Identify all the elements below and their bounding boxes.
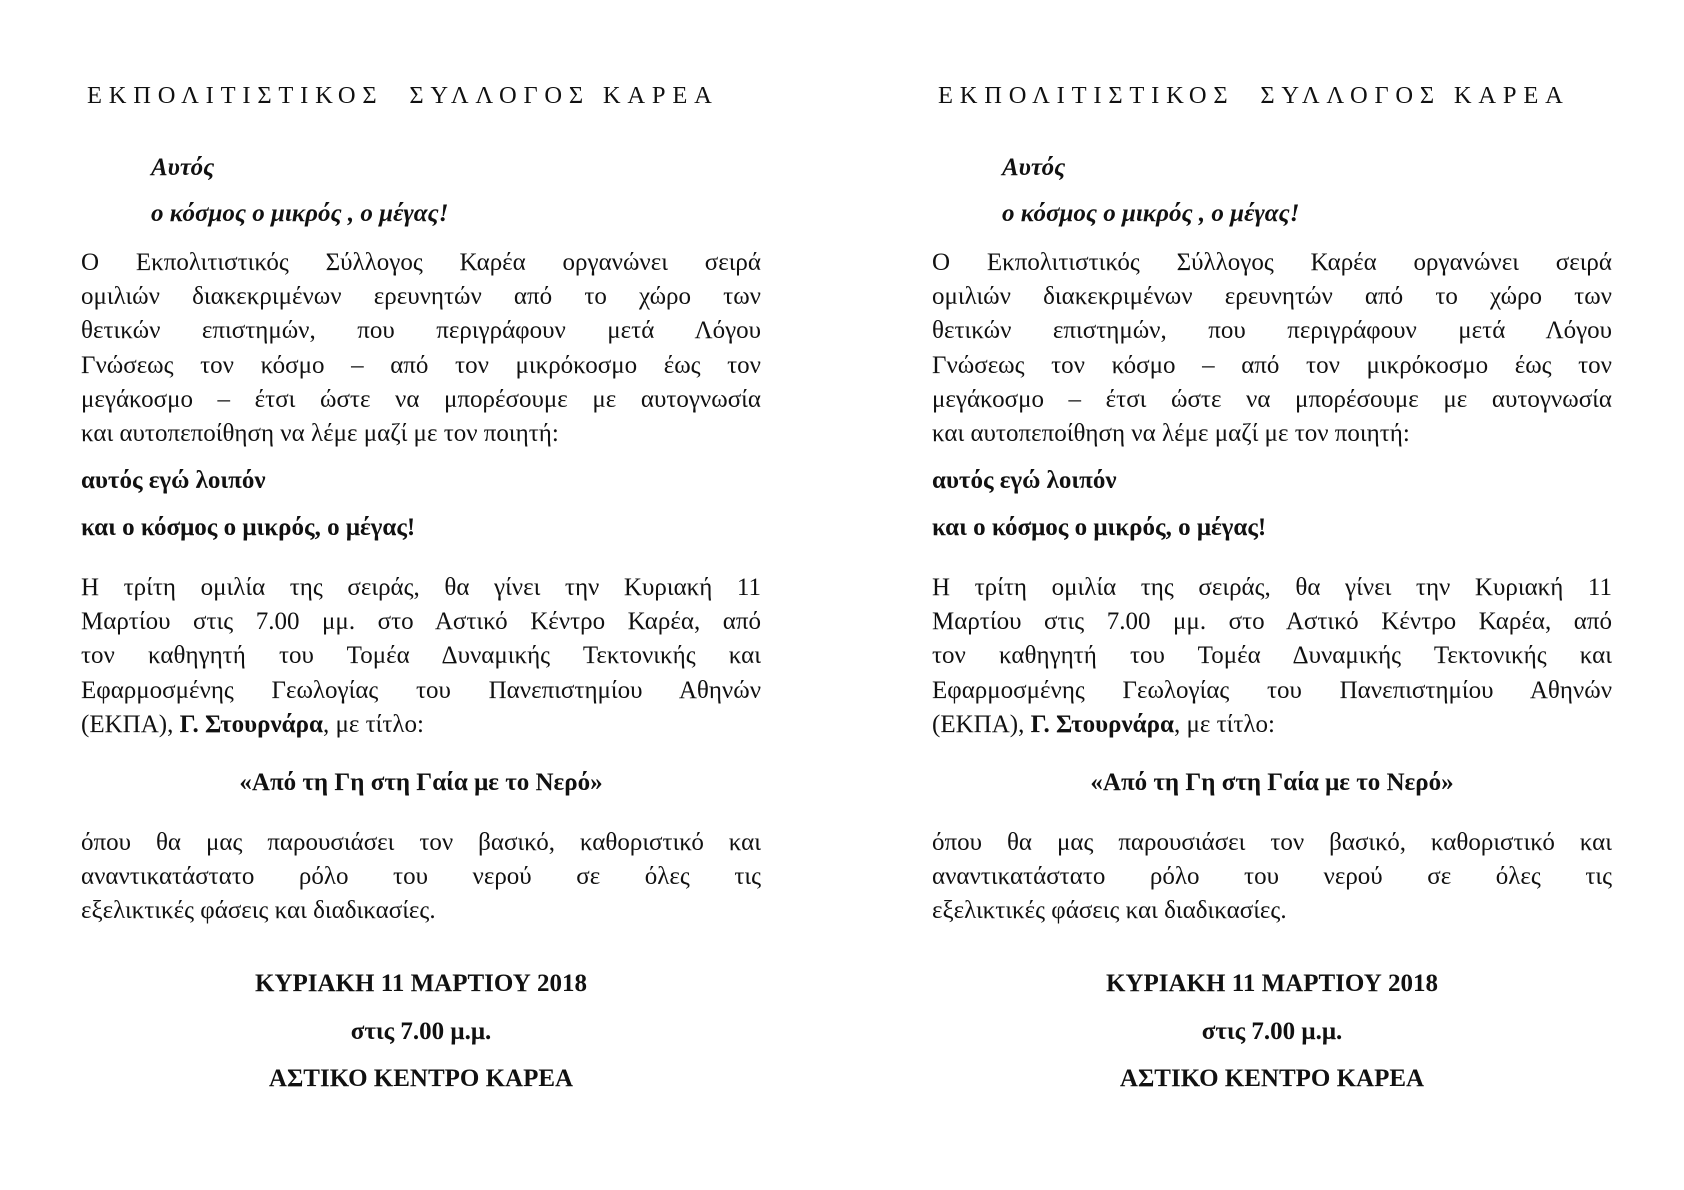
event-date: ΚΥΡΙΑΚΗ 11 ΜΑΡΤΙΟΥ 2018 [1106, 970, 1438, 997]
intro-line: μεγάκοσμο – έτσι ώστε να μπορέσουμε με αυτογνωσία [932, 385, 1612, 413]
intro-line: ομιλιών διακεκριμένων ερευνητών από το χώρο των [81, 283, 761, 311]
event-time: στις 7.00 μ.μ. [1201, 1018, 1343, 1045]
event-place: ΑΣΤΙΚΟ ΚΕΝΤΡΟ ΚΑΡΕΑ [268, 1065, 574, 1092]
announcement-line: Η τρίτη ομιλία της σειράς, θα γίνει την Κυριακή 11 [81, 574, 761, 601]
announcement-line: Μαρτίου στις 7.00 μμ. στο Αστικό Κέντρο Καρέα, από [81, 608, 761, 636]
poet-quote-line-2: και ο κόσμος ο μικρός, ο μέγας! [81, 514, 416, 541]
tagline-line-1: Αυτός [1002, 154, 1066, 181]
closing-line: εξελικτικές φάσεις και διαδικασίες. [81, 897, 436, 925]
event-date: ΚΥΡΙΑΚΗ 11 ΜΑΡΤΙΟΥ 2018 [255, 970, 587, 997]
intro-line: και αυτοπεποίθηση να λέμε μαζί με τον ποιητή: [81, 420, 559, 448]
intro-line: και αυτοπεποίθηση να λέμε μαζί με τον ποιητή: [932, 420, 1410, 448]
announcement-paragraph [81, 571, 761, 742]
closing-line: όπου θα μας παρουσιάσει τον βασικό, καθοριστικό και [81, 829, 761, 856]
talk-title: «Από τη Γη στη Γαία με το Νερό» [239, 769, 603, 796]
announcement-line: τον καθηγητή του Τομέα Δυναμικής Τεκτονικής και [932, 642, 1612, 670]
intro-line: Γνώσεως τον κόσμο – από τον μικρόκοσμο έως τον [81, 351, 761, 379]
closing-line: εξελικτικές φάσεις και διαδικασίες. [932, 897, 1287, 925]
intro-paragraph [932, 246, 1612, 451]
tagline-line-1: Αυτός [151, 154, 215, 181]
closing-line: όπου θα μας παρουσιάσει τον βασικό, καθοριστικό και [932, 829, 1612, 856]
announcement-line: (ΕΚΠΑ), Γ. Στουρνάρα, με τίτλο: [81, 710, 424, 738]
announcement-paragraph [932, 571, 1612, 742]
event-place: ΑΣΤΙΚΟ ΚΕΝΤΡΟ ΚΑΡΕΑ [1119, 1065, 1425, 1092]
talk-title: «Από τη Γη στη Γαία με το Νερό» [1090, 769, 1454, 796]
organization-title: ΕΚΠΟΛΙΤΙΣΤΙΚΟΣ ΣΥΛΛΟΓΟΣ ΚΑΡΕΑ [938, 82, 1570, 109]
announcement-line: Εφαρμοσμένης Γεωλογίας του Πανεπιστημίου Αθηνών [81, 676, 761, 704]
intro-line: μεγάκοσμο – έτσι ώστε να μπορέσουμε με αυτογνωσία [81, 385, 761, 413]
intro-line: Γνώσεως τον κόσμο – από τον μικρόκοσμο έως τον [932, 351, 1612, 379]
intro-line: θετικών επιστημών, που περιγράφουν μετά Λόγου [932, 317, 1612, 345]
organization-title: ΕΚΠΟΛΙΤΙΣΤΙΚΟΣ ΣΥΛΛΟΓΟΣ ΚΑΡΕΑ [87, 82, 719, 109]
intro-line: Ο Εκπολιτιστικός Σύλλογος Καρέα οργανώνει σειρά [932, 249, 1612, 276]
intro-paragraph [81, 246, 761, 451]
closing-line: αναντικατάστατο ρόλο του νερού σε όλες τις [932, 863, 1612, 891]
closing-paragraph [81, 826, 761, 929]
poet-quote-line-2: και ο κόσμος ο μικρός, ο μέγας! [932, 514, 1267, 541]
intro-line: θετικών επιστημών, που περιγράφουν μετά Λόγου [81, 317, 761, 345]
announcement-line: Μαρτίου στις 7.00 μμ. στο Αστικό Κέντρο Καρέα, από [932, 608, 1612, 636]
announcement-line: τον καθηγητή του Τομέα Δυναμικής Τεκτονικής και [81, 642, 761, 670]
announcement-line: (ΕΚΠΑ), Γ. Στουρνάρα, με τίτλο: [932, 710, 1275, 738]
speaker-name: Γ. Στουρνάρα [179, 710, 323, 738]
poet-quote-line-1: αυτός εγώ λοιπόν [932, 467, 1117, 494]
tagline-line-2: ο κόσμος ο μικρός , ο μέγας! [1002, 200, 1300, 227]
tagline-line-2: ο κόσμος ο μικρός , ο μέγας! [151, 200, 449, 227]
poet-quote-line-1: αυτός εγώ λοιπόν [81, 467, 266, 494]
intro-line: Ο Εκπολιτιστικός Σύλλογος Καρέα οργανώνει σειρά [81, 249, 761, 276]
announcement-line: Εφαρμοσμένης Γεωλογίας του Πανεπιστημίου Αθηνών [932, 676, 1612, 704]
intro-line: ομιλιών διακεκριμένων ερευνητών από το χώρο των [932, 283, 1612, 311]
speaker-name: Γ. Στουρνάρα [1030, 710, 1174, 738]
announcement-line: Η τρίτη ομιλία της σειράς, θα γίνει την Κυριακή 11 [932, 574, 1612, 601]
flyer-right [851, 0, 1684, 1190]
closing-line: αναντικατάστατο ρόλο του νερού σε όλες τις [81, 863, 761, 891]
closing-paragraph [932, 826, 1612, 929]
event-time: στις 7.00 μ.μ. [350, 1018, 492, 1045]
